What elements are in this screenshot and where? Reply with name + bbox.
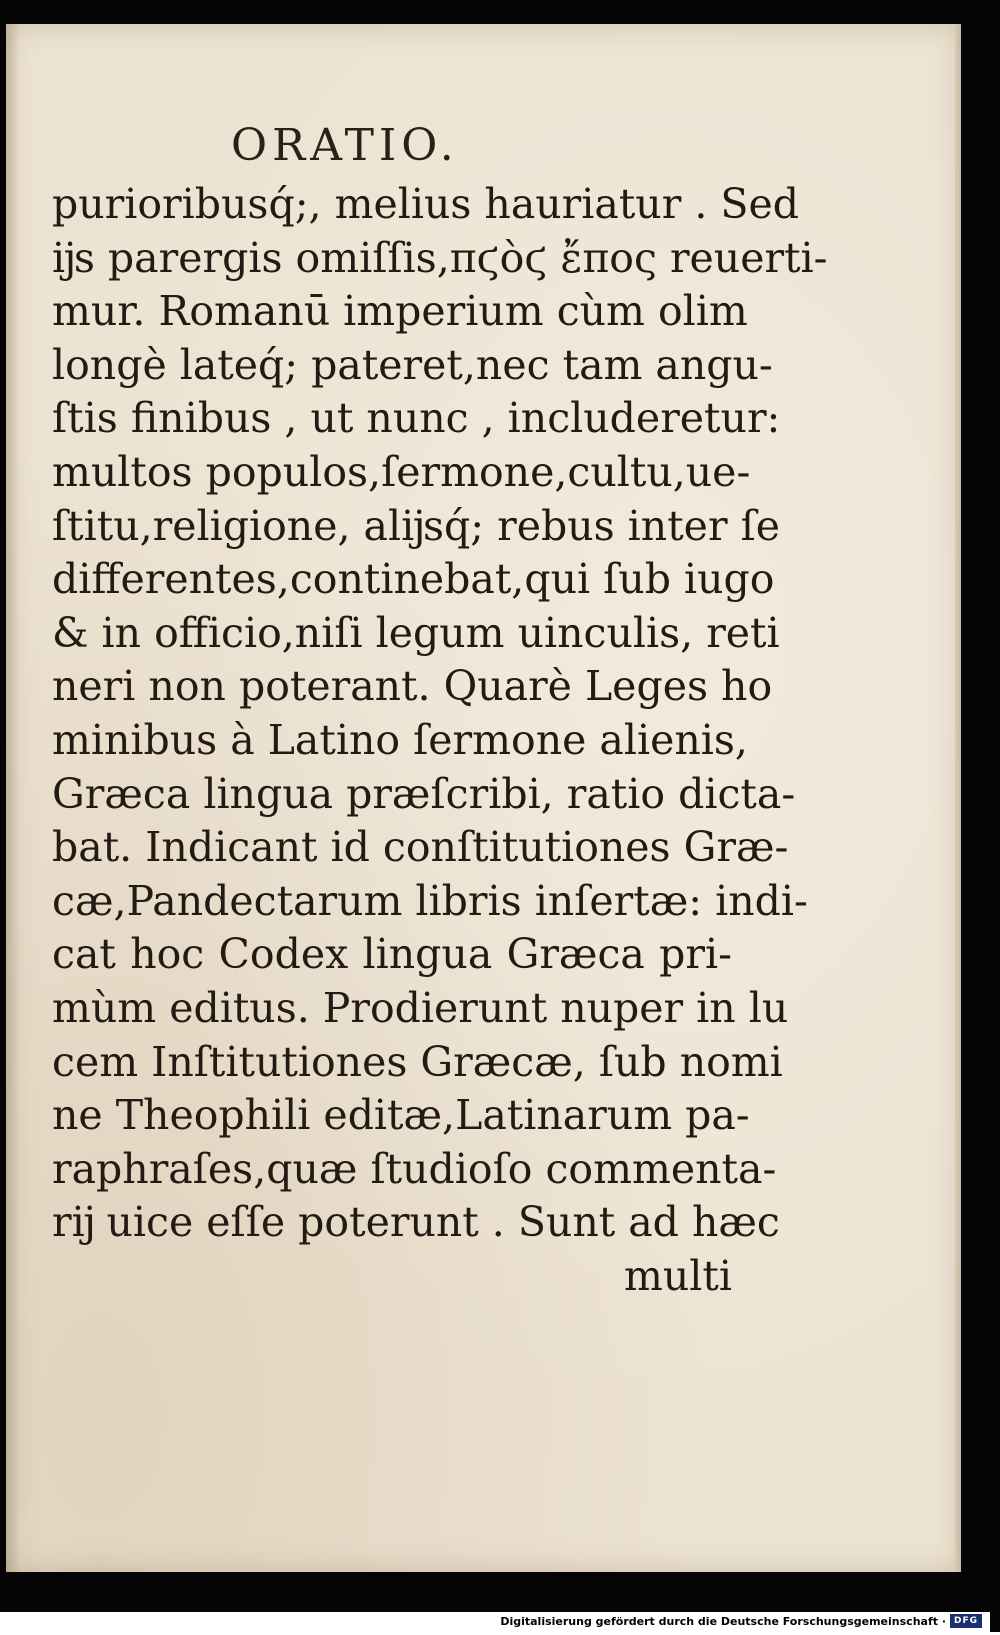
funding-credit: Digitalisierung gefördert durch die Deutsche Forschungsgemeinschaft · bbox=[500, 1615, 946, 1628]
catchword: multi bbox=[624, 1251, 732, 1300]
text-line: cat hoc Codex lingua Græca pri- bbox=[52, 930, 732, 979]
text-line: bat. Indicant id conſtitutiones Græ- bbox=[52, 823, 789, 872]
book-page bbox=[6, 24, 961, 1572]
text-line: ĳs parergis omiſſis,πϛὸϛ ἔπος reuerti- bbox=[52, 233, 828, 282]
running-head: ORATIO. bbox=[231, 120, 459, 171]
text-line: Græca lingua præſcribi, ratio dicta- bbox=[52, 769, 796, 818]
digitization-footer bbox=[0, 1612, 990, 1632]
text-line: cem Inſtitutiones Græcæ, ſub nomi bbox=[52, 1037, 783, 1086]
text-line: ſtitu,religione, alĳsq́; rebus inter ſe bbox=[52, 501, 781, 550]
text-line: mùm editus. Prodierunt nuper in lu bbox=[52, 983, 789, 1032]
text-line: & in officio,niſi legum uinculis, reti bbox=[52, 608, 780, 657]
page-edge bbox=[955, 24, 961, 1572]
text-line: neri non poterant. Quarè Leges ho bbox=[52, 662, 773, 711]
text-line: multos populos,ſermone,cultu,ue- bbox=[52, 447, 751, 496]
dfg-logo-icon: DFG bbox=[950, 1614, 982, 1628]
text-line: ne Theophili editæ,Latinarum pa- bbox=[52, 1091, 750, 1140]
text-line: cæ,Pandectarum libris inſertæ: indi- bbox=[52, 876, 808, 925]
text-line: ſtis finibus , ut nunc , includeretur: bbox=[52, 394, 781, 443]
text-line: differentes,continebat,qui ſub iugo bbox=[52, 555, 775, 604]
text-line: raphraſes,quæ ſtudioſo commenta- bbox=[52, 1144, 777, 1193]
text-line: mur. Romanū imperium cùm olim bbox=[52, 287, 748, 336]
text-line: minibus à Latino ſermone alienis, bbox=[52, 715, 748, 764]
body-text bbox=[52, 178, 828, 1303]
text-line: purioribusq́;, melius hauriatur . Sed bbox=[52, 180, 800, 228]
text-line: longè lateq́; pateret,nec tam angu- bbox=[52, 340, 773, 389]
text-line: rĳ uice eſſe poterunt . Sunt ad hæc bbox=[52, 1198, 780, 1247]
